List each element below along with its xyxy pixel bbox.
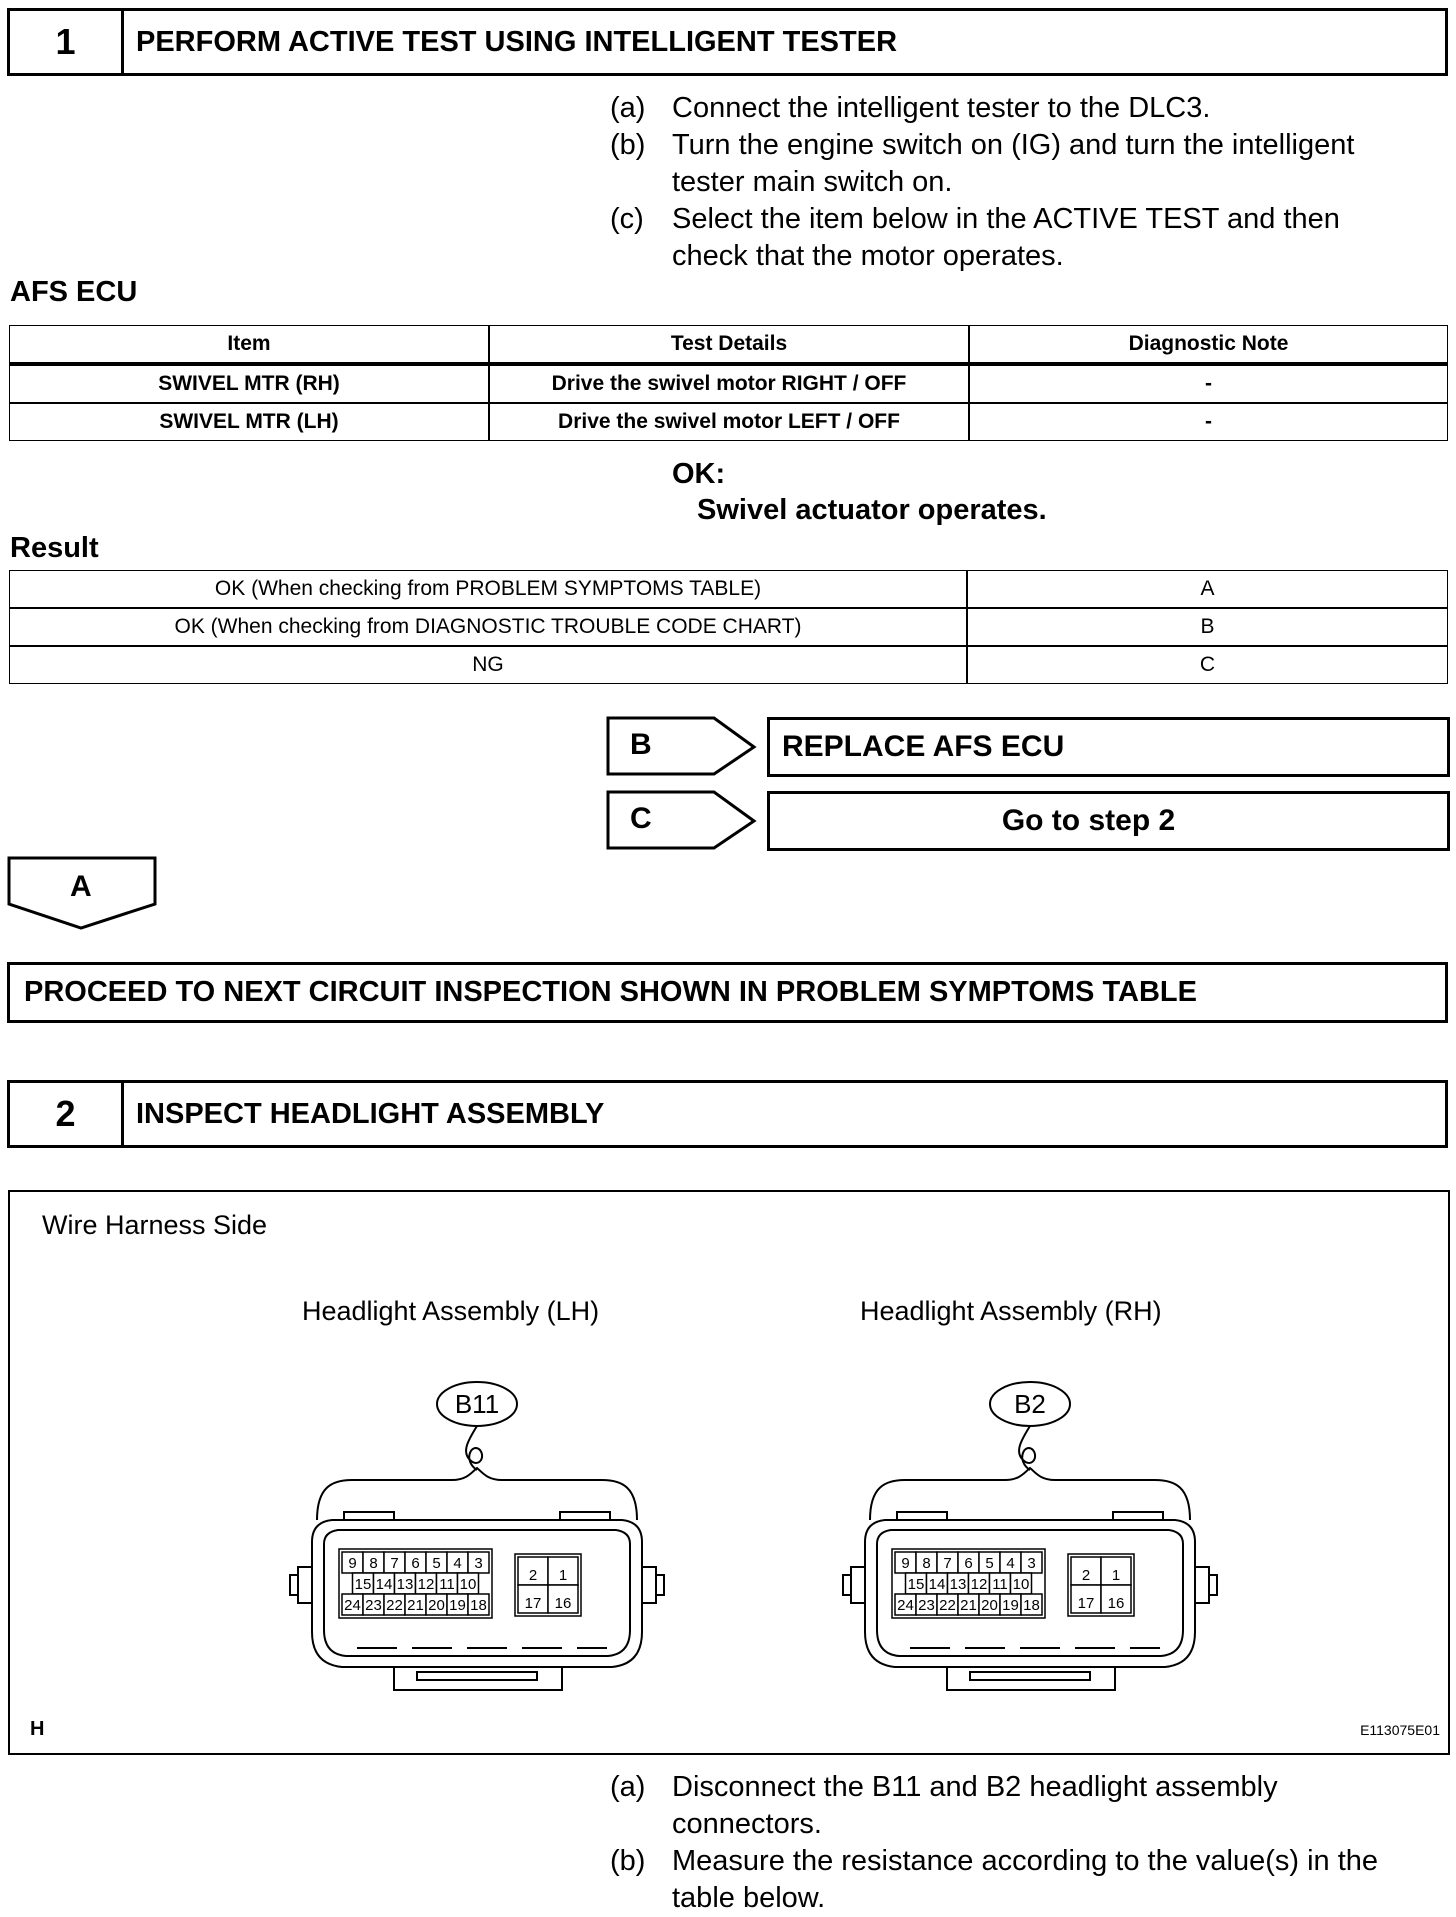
pin-number: 19 [449,1597,466,1614]
branch-arrow-b [606,716,758,778]
pin-number: 3 [1027,1555,1036,1572]
pin-number: 13 [949,1576,967,1593]
pin-number: 14 [375,1576,393,1593]
pin-number: 7 [390,1555,399,1572]
table-row [9,646,1448,684]
corner-mark: H [30,1718,45,1740]
pin-number: 17 [524,1595,542,1612]
connector-figure [8,1190,1450,1755]
step-number: 1 [10,11,124,73]
bottom-lock-slot [417,1672,537,1680]
instruction-item [610,201,1440,275]
connector-id: B2 [1014,1389,1046,1419]
pin-number: 20 [428,1597,445,1614]
instruction-label: (c) [610,203,644,235]
pin-number: 21 [960,1597,977,1614]
pin-number: 13 [396,1576,414,1593]
proceed-box [7,962,1448,1023]
instruction-text: Disconnect the B11 and B2 headlight assembly connectors. [672,1771,1278,1840]
pin-number: 16 [554,1595,572,1612]
instruction-label: (b) [610,1845,646,1877]
table-cell: - [969,363,1448,403]
step-2-header [7,1080,1448,1148]
pin-number: 18 [1023,1597,1040,1614]
table-cell: OK (When checking from PROBLEM SYMPTOMS TABLE) [9,570,967,608]
pin-number: 7 [943,1555,952,1572]
pin-number: 12 [417,1576,435,1593]
table-cell: - [969,403,1448,441]
connector-tab [897,1512,947,1520]
pin-number: 1 [1111,1567,1121,1584]
table-cell: OK (When checking from DIAGNOSTIC TROUBLE CODE CHART) [9,608,967,646]
proceed-text: PROCEED TO NEXT CIRCUIT INSPECTION SHOWN IN PROBLEM SYMPTOMS TABLE [24,976,1197,1008]
pin-number: 19 [1002,1597,1019,1614]
pin-number: 1 [558,1567,568,1584]
pin-number: 5 [985,1555,994,1572]
pin-number: 11 [439,1576,455,1593]
instruction-item [610,90,1440,127]
instruction-item [610,127,1440,201]
instruction-label: (a) [610,92,646,124]
pin-number: 4 [1006,1555,1015,1572]
side-latch [1195,1567,1209,1603]
instruction-label: (a) [610,1771,646,1803]
side-latch [298,1567,312,1603]
bottom-lock-slot [970,1672,1090,1680]
connector-b2-diagram [825,1372,1235,1692]
right-assembly-label: Headlight Assembly (RH) [860,1296,1162,1326]
table-header-row [9,325,1448,363]
pin-number: 16 [1107,1595,1125,1612]
side-latch [290,1575,298,1595]
column-header: Item [9,325,489,363]
pin-number: 23 [918,1597,935,1614]
table-cell: NG [9,646,967,684]
table-heading: AFS ECU [10,276,138,308]
pin-number: 17 [1077,1595,1095,1612]
wire-squiggle [466,1426,482,1470]
pin-number: 14 [928,1576,946,1593]
pin-number: 15 [354,1576,372,1593]
pin-number: 8 [369,1555,378,1572]
instruction-text: Select the item below in the ACTIVE TEST and then check that the motor operates. [672,203,1340,272]
side-latch [843,1575,851,1595]
table-row [9,570,1448,608]
pin-number: 18 [470,1597,487,1614]
instruction-text: Connect the intelligent tester to the DLC3. [672,92,1211,124]
pin-number: 10 [459,1576,477,1593]
pin-number: 21 [407,1597,424,1614]
result-heading: Result [10,532,99,564]
table-cell: SWIVEL MTR (LH) [9,403,489,441]
instruction-item [610,1843,1440,1917]
pin-number: 8 [922,1555,931,1572]
pin-number: 22 [386,1597,403,1614]
pin-number: 5 [432,1555,441,1572]
ok-text: Swivel actuator operates. [697,494,1047,526]
connector-tab [560,1512,610,1520]
instruction-label: (b) [610,129,646,161]
side-latch [642,1567,656,1603]
table-cell: C [967,646,1448,684]
column-header: Test Details [489,325,969,363]
pin-number: 9 [901,1555,910,1572]
instruction-text: Turn the engine switch on (IG) and turn the intelligent tester main switch on. [672,129,1355,198]
step-number: 2 [10,1083,124,1145]
result-table [9,570,1448,684]
branch-arrow-c [606,790,758,852]
table-cell: SWIVEL MTR (RH) [9,363,489,403]
pin-number: 24 [344,1597,361,1614]
step-title: INSPECT HEADLIGHT ASSEMBLY [136,1097,605,1130]
pin-number: 2 [528,1567,538,1584]
pin-number: 11 [992,1576,1008,1593]
left-assembly-label: Headlight Assembly (LH) [302,1296,600,1326]
table-row [9,363,1448,403]
table-row [9,403,1448,441]
pin-number: 9 [348,1555,357,1572]
side-latch [851,1567,865,1603]
branch-action: Go to step 2 [1001,804,1176,837]
connector-id: B11 [454,1389,500,1419]
pin-number: 12 [970,1576,988,1593]
instruction-item [610,1769,1440,1843]
branch-action-box [767,791,1450,851]
branch-action-box [767,717,1450,777]
pin-number: 20 [981,1597,998,1614]
pin-number: 15 [907,1576,925,1593]
figure-code: E113075E01 [1360,1722,1440,1738]
branch-tag: A [70,870,92,903]
branch-action: REPLACE AFS ECU [782,730,1065,763]
pin-number: 23 [365,1597,382,1614]
pin-number: 10 [1012,1576,1030,1593]
side-latch [656,1575,664,1595]
table-cell: Drive the swivel motor LEFT / OFF [489,403,969,441]
connector-tab [344,1512,394,1520]
connector-b11-diagram [272,1372,682,1692]
step-2-instructions [610,1769,1440,1917]
active-test-table [9,325,1448,441]
branch-tag: C [630,802,652,835]
step-1-instructions [610,90,1440,275]
pin-number: 6 [964,1555,973,1572]
step-1-header [7,8,1448,76]
table-cell: A [967,570,1448,608]
step-title: PERFORM ACTIVE TEST USING INTELLIGENT TESTER [136,25,898,58]
pin-number: 2 [1081,1567,1091,1584]
connector-tab [1113,1512,1163,1520]
pin-number: 3 [474,1555,483,1572]
figure-caption: Wire Harness Side [42,1210,268,1240]
wire-squiggle [1019,1426,1035,1470]
pin-number: 24 [897,1597,914,1614]
table-cell: Drive the swivel motor RIGHT / OFF [489,363,969,403]
pin-number: 22 [939,1597,956,1614]
pin-number: 6 [411,1555,420,1572]
column-header: Diagnostic Note [969,325,1448,363]
table-cell: B [967,608,1448,646]
table-row [9,608,1448,646]
instruction-text: Measure the resistance according to the value(s) in the table below. [672,1845,1379,1914]
ok-label: OK: [672,458,726,490]
side-latch [1209,1575,1217,1595]
pin-number: 4 [453,1555,462,1572]
branch-tag: B [630,728,652,761]
